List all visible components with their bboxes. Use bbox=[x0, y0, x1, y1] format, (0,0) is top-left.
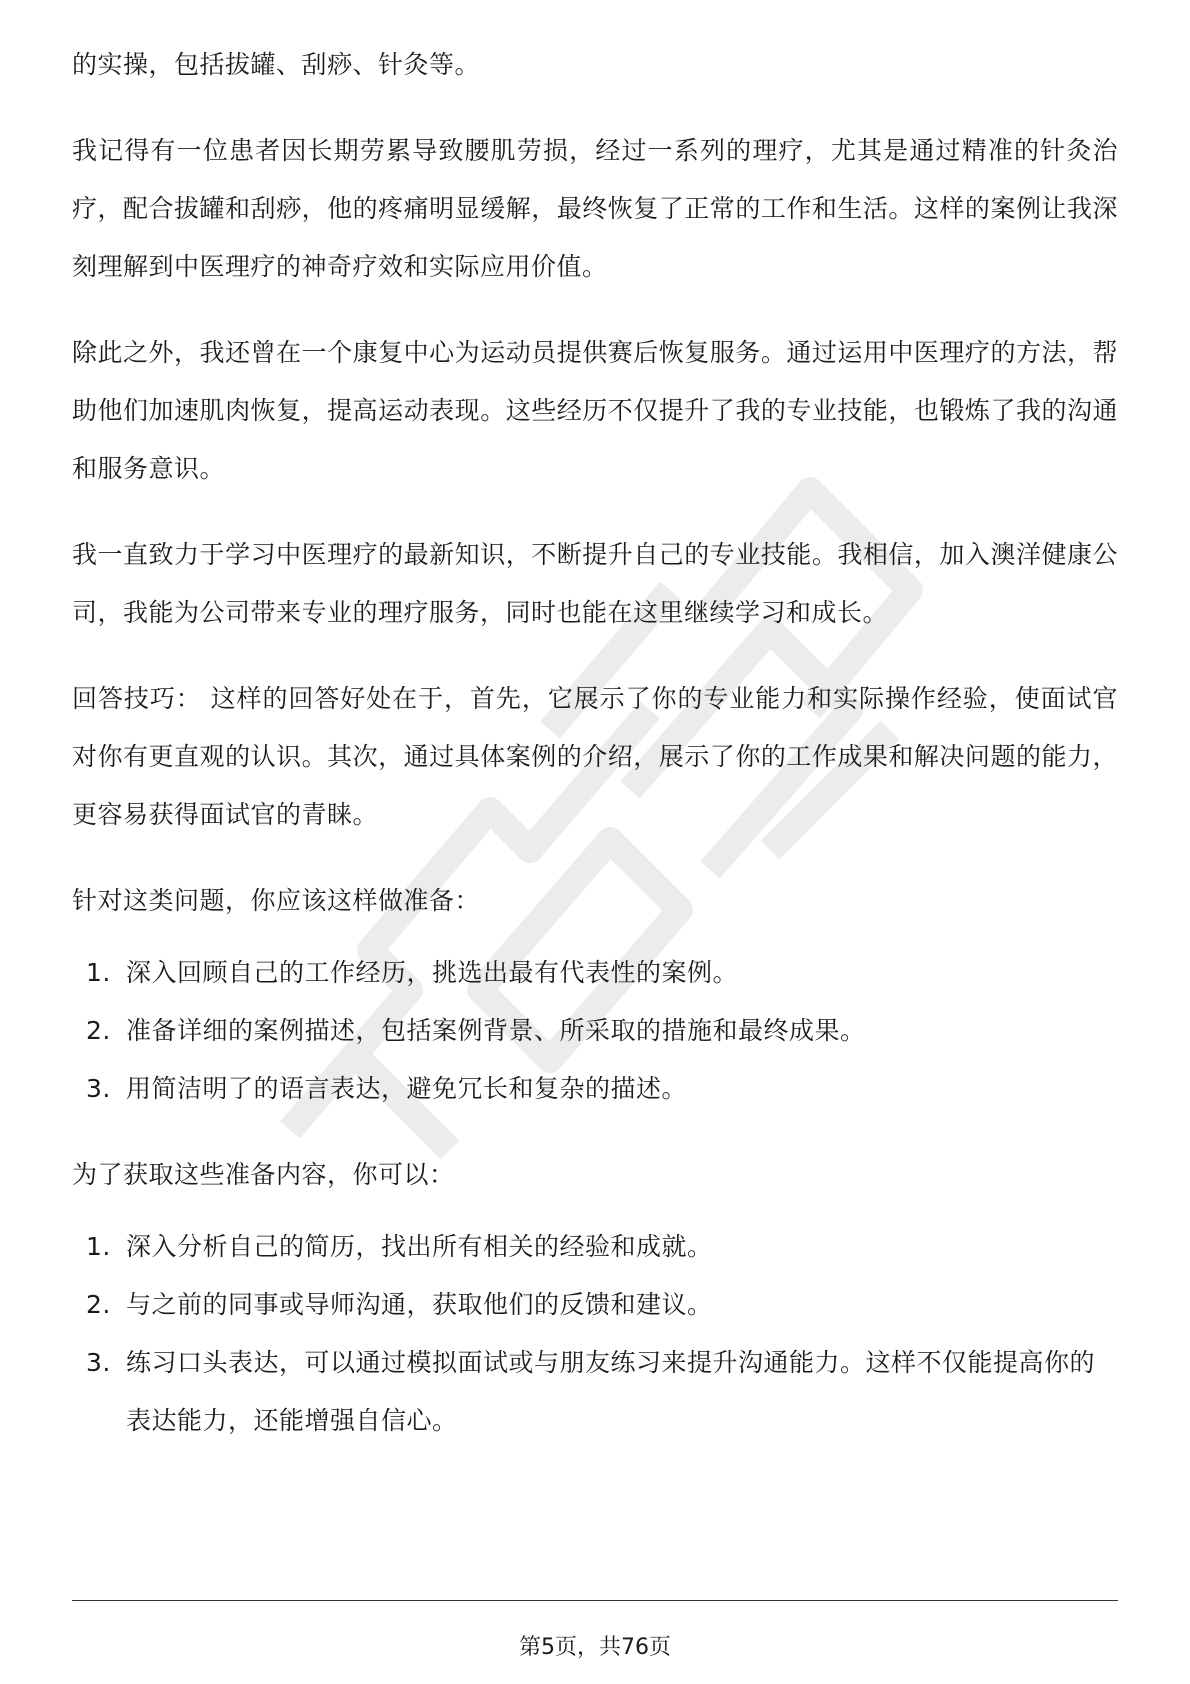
list-item bbox=[72, 1334, 1118, 1450]
footer-divider bbox=[72, 1600, 1118, 1601]
list-item bbox=[72, 944, 1118, 1002]
paragraph-athlete-recovery: 除此之外，我还曾在一个康复中心为运动员提供赛后恢复服务。通过运用中医理疗的方法，帮助他们加速肌肉恢复，提高运动表现。这些经历不仅提升了我的专业技能，也锻炼了我的沟通和服务意识。 bbox=[72, 338, 1118, 483]
document-body bbox=[72, 36, 1118, 1478]
paragraph-commitment: 我一直致力于学习中医理疗的最新知识，不断提升自己的专业技能。我相信，加入澳洋健康公司，我能为公司带来专业的理疗服务，同时也能在这里继续学习和成长。 bbox=[72, 540, 1118, 627]
acquire-steps-list bbox=[72, 1218, 1118, 1450]
paragraph-acquire-heading: 为了获取这些准备内容，你可以： bbox=[72, 1160, 455, 1189]
list-number: 2. bbox=[86, 1290, 111, 1319]
list-item-text: 准备详细的案例描述，包括案例背景、所采取的措施和最终成果。 bbox=[126, 1016, 866, 1045]
list-number: 1. bbox=[86, 1232, 111, 1261]
list-item-text: 与之前的同事或导师沟通，获取他们的反馈和建议。 bbox=[126, 1290, 713, 1319]
list-item-text: 深入回顾自己的工作经历，挑选出最有代表性的案例。 bbox=[126, 958, 739, 987]
list-item bbox=[72, 1002, 1118, 1060]
list-item bbox=[72, 1218, 1118, 1276]
list-item bbox=[72, 1060, 1118, 1118]
list-item-text: 用简洁明了的语言表达，避免冗长和复杂的描述。 bbox=[126, 1074, 688, 1103]
list-number: 3. bbox=[86, 1074, 111, 1103]
paragraph-answer-tips: 回答技巧： 这样的回答好处在于，首先，它展示了你的专业能力和实际操作经验，使面试官对你有更直观的认识。其次，通过具体案例的介绍，展示了你的工作成果和解决问题的能力，更容易获得面试官的青睐。 bbox=[72, 684, 1118, 829]
page-number: 第5页，共76页 bbox=[519, 1635, 671, 1660]
list-item-text: 深入分析自己的简历，找出所有相关的经验和成就。 bbox=[126, 1232, 713, 1261]
list-item-text: 练习口头表达，可以通过模拟面试或与朋友练习来提升沟通能力。这样不仅能提高你的表达能力，还能增强自信心。 bbox=[126, 1348, 1096, 1435]
list-item bbox=[72, 1276, 1118, 1334]
prep-steps-list bbox=[72, 944, 1118, 1118]
paragraph-patient-case: 我记得有一位患者因长期劳累导致腰肌劳损，经过一系列的理疗，尤其是通过精准的针灸治疗，配合拔罐和刮痧，他的疼痛明显缓解，最终恢复了正常的工作和生活。这样的案例让我深刻理解到中医理疗的神奇疗效和实际应用价值。 bbox=[72, 136, 1118, 281]
list-number: 3. bbox=[86, 1348, 111, 1377]
paragraph-practice-intro: 的实操，包括拔罐、刮痧、针灸等。 bbox=[72, 50, 481, 79]
paragraph-prep-heading: 针对这类问题，你应该这样做准备： bbox=[72, 886, 481, 915]
list-number: 2. bbox=[86, 1016, 111, 1045]
list-number: 1. bbox=[86, 958, 111, 987]
